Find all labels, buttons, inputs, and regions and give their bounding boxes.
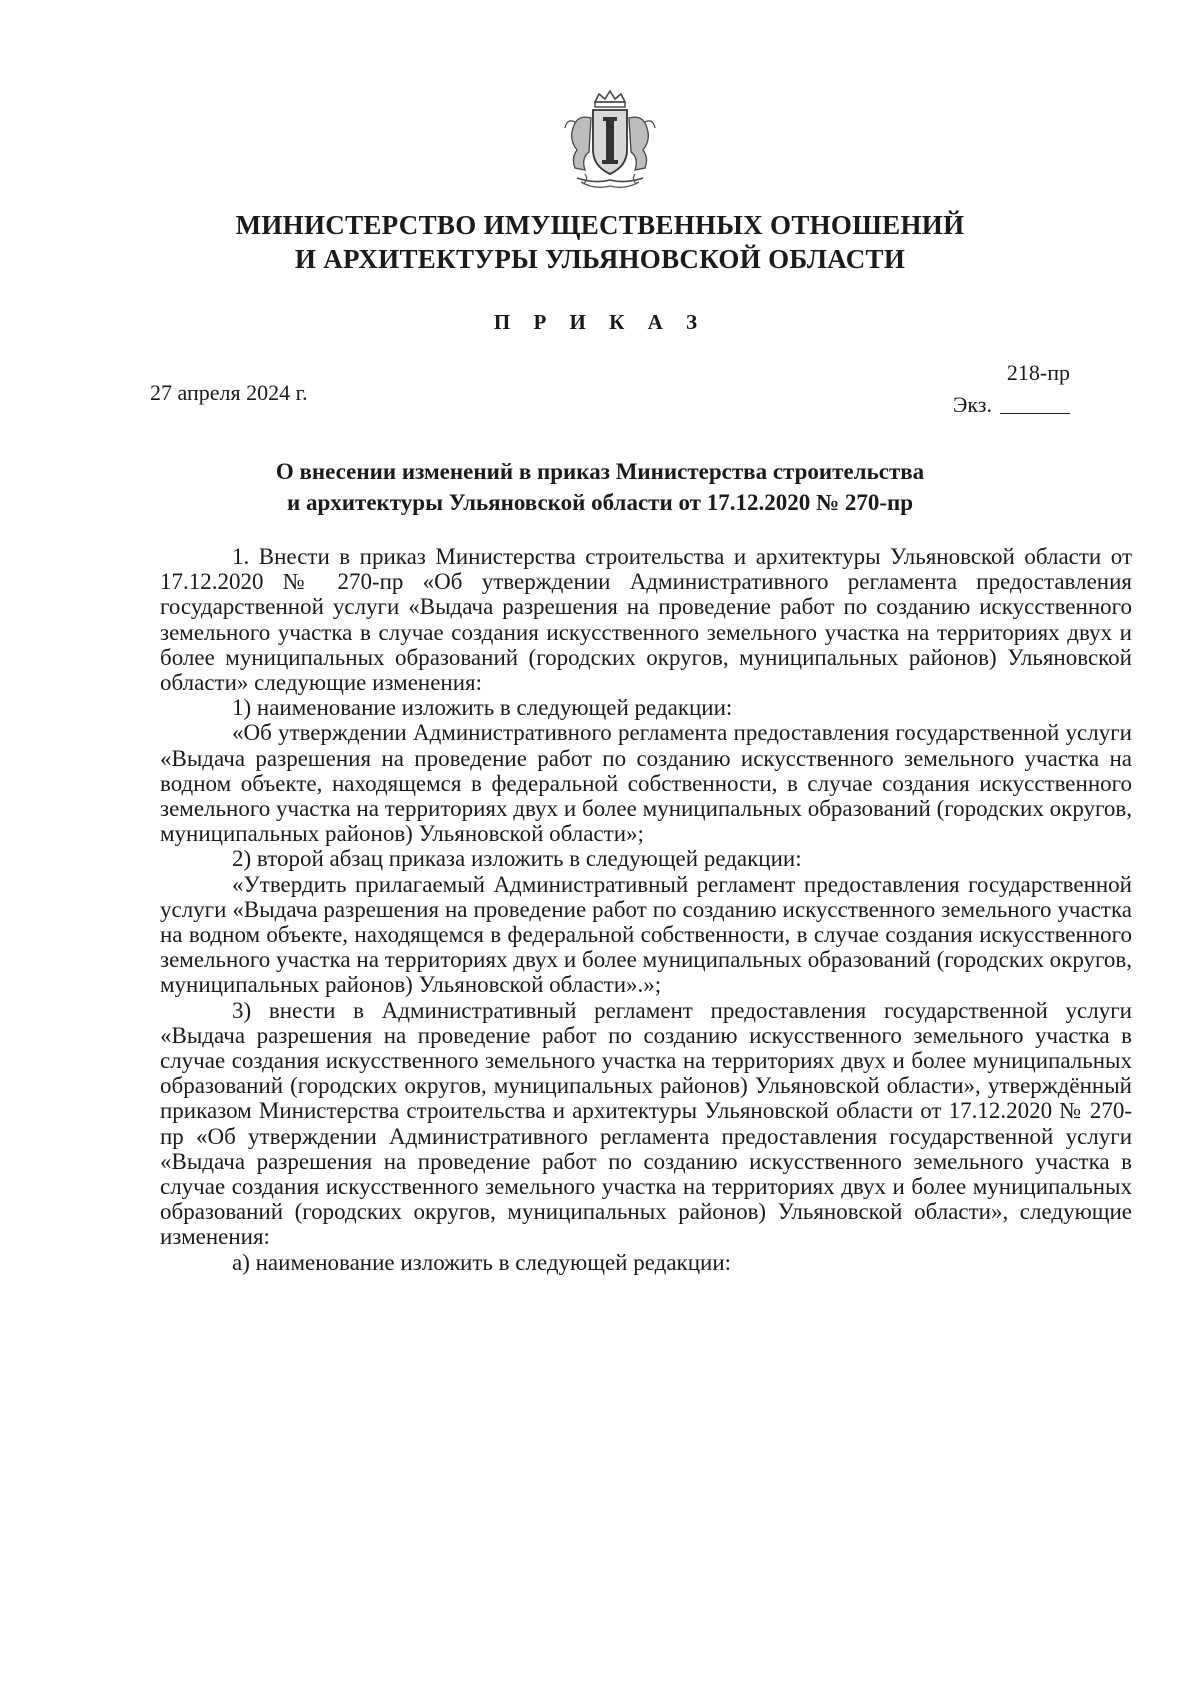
paragraph-subitem-2: 2) второй абзац приказа изложить в следующей редакции: (232, 846, 802, 872)
copy-label: Экз. (952, 392, 992, 417)
paragraph-subitem-1: 1) наименование изложить в следующей редакции: (232, 695, 733, 721)
ministry-name-line2: И АРХИТЕКТУРЫ УЛЬЯНОВСКОЙ ОБЛАСТИ (294, 244, 906, 274)
paragraph-quote-2: «Утвердить прилагаемый Административный регламент предоставления государственной услуги «Выдача разрешения на проведение работ по созданию искусственного земельного участка на водном объекте, находящемся в федеральной собственности, в случае создания искусственного земельного участка на территориях двух и более муниципальных образований (городских округов, муниципальных районов) Ульяновской области».»; (160, 871, 1132, 998)
paragraph-quote-1: «Об утверждении Административного регламента предоставления государственной услуги «Выдача разрешения на проведение работ по созданию искусственного земельного участка на водном объекте, находящемся в федеральной собственности, в случае создания искусственного земельного участка на территориях двух и более муниципальных образований (городских округов, муниципальных районов) Ульяновской области»; (160, 720, 1132, 847)
order-number: 218-пр (1006, 360, 1070, 385)
copy-field (953, 392, 1070, 418)
order-subject-line1: О внесении изменений в приказ Министерства строительства (275, 459, 925, 484)
paragraph-subitem-3: 3) внести в Административный регламент предоставления государственной услуги «Выдача разрешения на проведение работ по созданию искусственного земельного участка в случае создания искусственного земельного участка на территориях двух и более муниципальных образований (городских округов, муниципальных районов) Ульяновской области», утверждённый приказом Министерства строительства и архитектуры Ульяновской области от 17.12.2020 № 270-пр «Об утверждении Административного регламента предоставления государственной услуги «Выдача разрешения на проведение работ по созданию искусственного земельного участка в случае создания искусственного земельного участка на территориях двух и более муниципальных образований (городских округов, муниципальных районов) Ульяновской области», следующие изменения: (160, 997, 1132, 1250)
order-subject-line2: и архитектуры Ульяновской области от 17.12.2020 № 270-пр (286, 490, 914, 515)
coat-of-arms-emblem (555, 88, 665, 196)
ministry-name-line1: МИНИСТЕРСТВО ИМУЩЕСТВЕННЫХ ОТНОШЕНИЙ (235, 210, 965, 240)
order-title: П Р И К А З (493, 310, 707, 334)
order-subject (0, 456, 1200, 518)
paragraph-subitem-a: а) наименование изложить в следующей редакции: (232, 1249, 732, 1275)
order-date: 27 апреля 2024 г. (150, 380, 308, 405)
order-body (160, 544, 1132, 1275)
paragraph-item-1: 1. Внести в приказ Министерства строительства и архитектуры Ульяновской области от 17.12.2020 № 270-пр «Об утверждении Административного регламента предоставления государственной услуги «Выдача разрешения на проведение работ по созданию искусственного земельного участка в случае создания искусственного земельного участка на территориях двух и более муниципальных образований (городских округов, муниципальных районов) Ульяновской области» следующие изменения: (160, 544, 1132, 696)
copy-blank-line (1000, 395, 1070, 414)
ministry-name (0, 208, 1200, 276)
